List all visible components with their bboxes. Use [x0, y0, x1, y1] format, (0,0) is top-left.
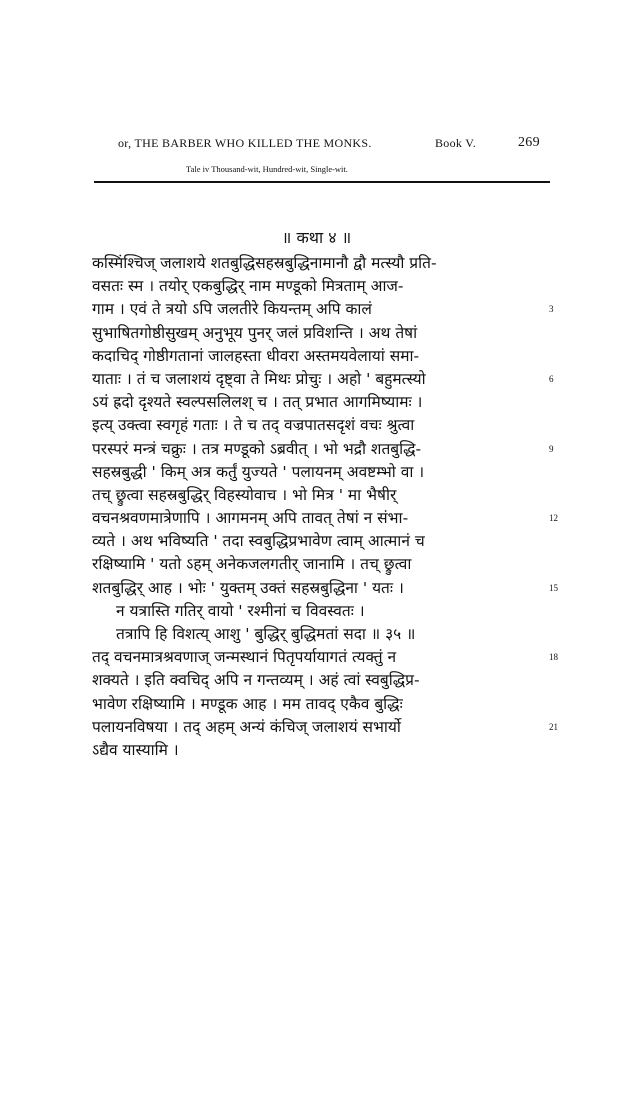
text-line: रक्षिष्यामि ' यतो ऽहम् अनेकजलगतीर् जानामि । तच् छ्रुत्वा [92, 555, 412, 574]
text-line: शतबुद्धिर् आह । भोः ' युक्तम् उक्तं सहस्रबुद्धिना ' यतः । [92, 578, 404, 597]
text-line: वसतः स्म । तयोर् एकबुद्धिर् नाम मण्डूको मित्रताम् आज- [92, 277, 404, 296]
text-line: वचनश्रवणमात्रेणापि । आगमनम् अपि तावत् तेषां न संभा- [92, 509, 409, 528]
book-label: Book V. [435, 136, 477, 150]
running-subheading: Tale iv Thousand-wit, Hundred-wit, Single-wit. [186, 164, 348, 174]
text-line: कस्मिंश्चिज् जलाशये शतबुद्धिसहस्रबुद्धिनामानौ द्वौ मत्स्यौ प्रति- [92, 254, 437, 272]
section-title: ॥ कथा ४ ॥ [281, 228, 352, 247]
text-line: सहस्रबुद्धी ' किम् अत्र कर्तुं युज्यते ' पलायनम् अवष्टम्भो वा । [92, 462, 425, 481]
margin-line-number: 3 [549, 304, 554, 315]
text-line: कदाचिद् गोष्ठीगतानां जालहस्ता धीवरा अस्तमयवेलायां समा- [92, 346, 420, 365]
margin-line-number: 21 [549, 722, 558, 732]
verse-line: न यत्रास्ति गतिर् वायो ' रश्मीनां च विवस्वतः । [116, 601, 365, 620]
text-line: पलायनविषया । तद् अहम् अन्यं कंचिज् जलाशयं सभार्यो [92, 717, 401, 736]
verse-line: तत्रापि हि विशत्य् आशु ' बुद्धिर् बुद्धिमतां सदा ॥ ३५ ॥ [116, 625, 416, 643]
margin-line-number: 9 [549, 443, 554, 454]
text-line: तद् वचनमात्रश्रवणाज् जन्मस्थानं पितृपर्यायागतं त्यक्तुं न [92, 648, 397, 667]
body-text [92, 252, 547, 762]
page-number: 269 [518, 135, 540, 150]
running-title: or, THE BARBER WHO KILLED THE MONKS. [118, 136, 372, 150]
margin-line-number: 15 [549, 582, 558, 593]
running-header [118, 136, 548, 151]
header-rule [94, 181, 550, 183]
text-line: भावेण रक्षिष्यामि । मण्डूक आह । मम तावद् एकैव बुद्धिः [92, 694, 403, 713]
text-line: ऽयं ह्रदो दृश्यते स्वल्पसलिलश् च । तत् प्रभात आगमिष्यामः । [92, 393, 423, 412]
text-line: गाम । एवं ते त्रयो ऽपि जलतीरे कियन्तम् अपि कालं [92, 300, 372, 319]
text-line: सुभाषितगोष्ठीसुखम् अनुभूय पुनर् जलं प्रविशन्ति । अथ तेषां [92, 323, 418, 342]
text-line: ऽद्यैव यास्यामि । [92, 740, 179, 759]
margin-line-number: 18 [549, 652, 558, 663]
text-line: इत्य् उक्त्वा स्वगृहं गताः । ते च तद् वज्रपातसदृशं वचः श्रुत्वा [92, 416, 415, 435]
margin-line-number: 6 [549, 374, 554, 384]
text-line: परस्परं मन्त्रं चक्रुः । तत्र मण्डूको ऽब्रवीत् । भो भद्रौ शतबुद्धि- [92, 439, 422, 458]
text-line: व्यते । अथ भविष्यति ' तदा स्वबुद्धिप्रभावेण त्वाम् आत्मानं च [92, 532, 425, 551]
margin-line-number: 12 [549, 513, 558, 524]
text-line: याताः । तं च जलाशयं दृष्ट्वा ते मिथः प्रोचुः । अहो ' बहुमत्स्यो [92, 369, 426, 388]
text-line: तच् छ्रुत्वा सहस्रबुद्धिर् विहस्योवाच । भो मित्र ' मा भैषीर् [92, 485, 397, 504]
text-line: शक्यते । इति क्वचिद् अपि न गन्तव्यम् । अहं त्वां स्वबुद्धिप्र- [92, 671, 420, 690]
